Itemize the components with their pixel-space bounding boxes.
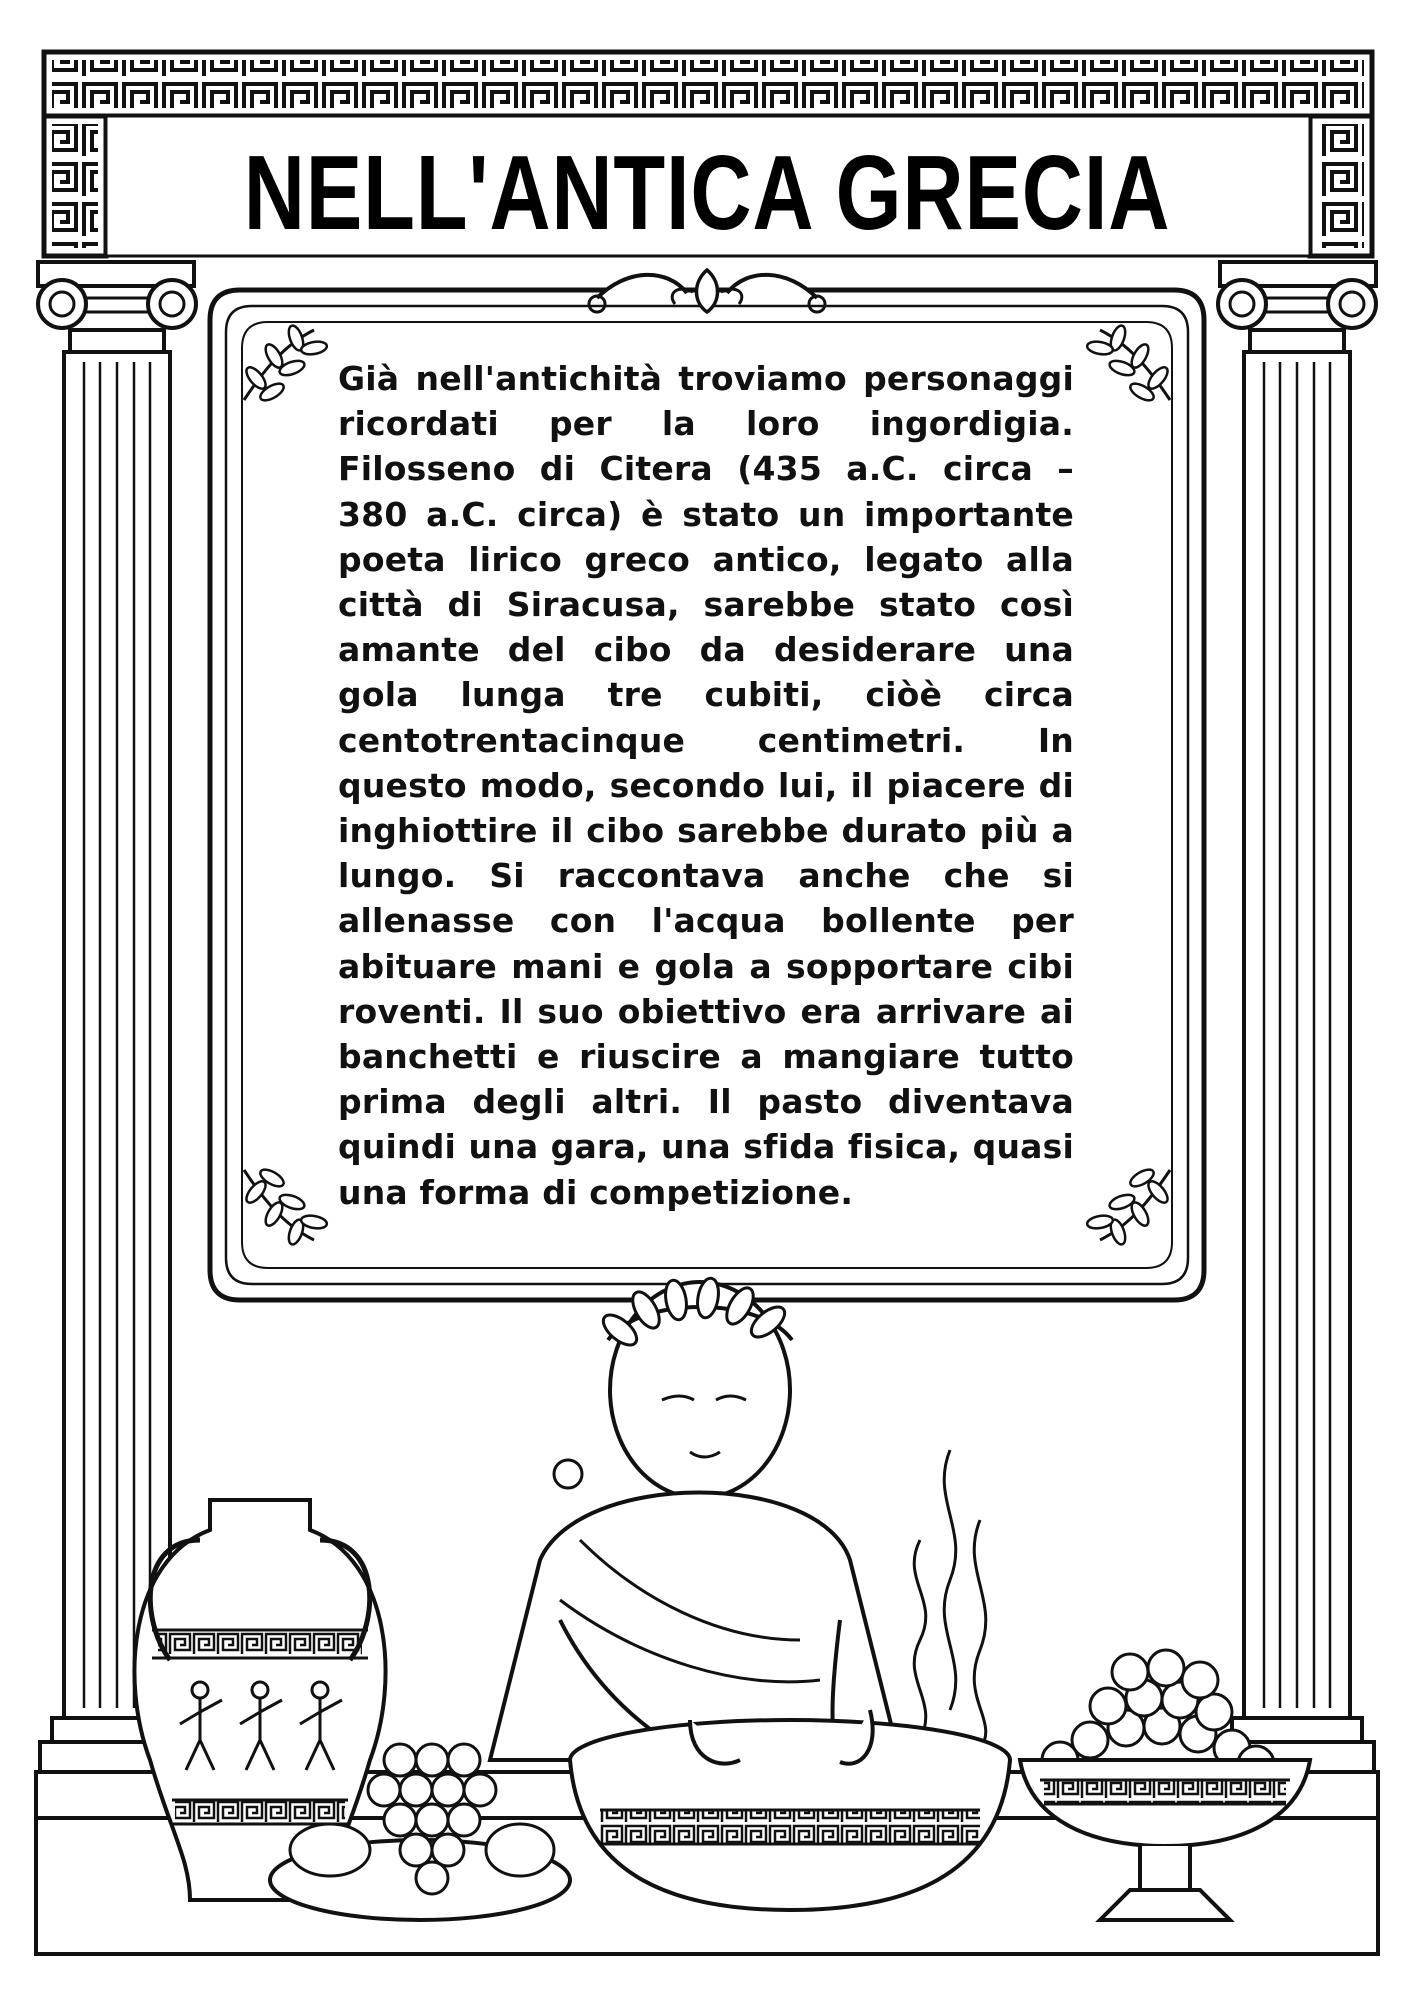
philoxenus-figure xyxy=(490,1277,900,1760)
laurel-sprig-icon xyxy=(243,324,328,404)
laurel-sprig-icon xyxy=(1086,1166,1171,1246)
steam-icon xyxy=(914,1450,986,1750)
page-title: NELL'ANTICA GRECIA xyxy=(243,133,1171,252)
body-paragraph: Già nell'antichità troviamo personaggi ricordati per la loro ingordigia. Filosseno di Citera (435 a.C. circa – 380 a.C. circa) è stato un importante poeta lirico greco antico, legato alla città di Siracusa, sarebbe stato così amante del cibo da desiderare una gola lunga tre cubiti, ciòè circa centotrentacinque centimetri. In questo modo, secondo lui, il piacere di inghiottire il cibo sarebbe durato più a lungo. Si raccontava anche che si allenasse con l'acqua bollente per abituare mani e gola a sopportare cibi roventi. Il suo obiettivo era arrivare ai banchetti e riuscire a mangiare tutto prima degli altri. Il pasto diventava quindi una gara, una sfida fisica, quasi una forma di competizione. xyxy=(338,359,1074,1212)
ionic-column-icon xyxy=(1218,262,1376,1772)
laurel-sprig-icon xyxy=(243,1166,328,1246)
laurel-sprig-icon xyxy=(1086,324,1171,404)
